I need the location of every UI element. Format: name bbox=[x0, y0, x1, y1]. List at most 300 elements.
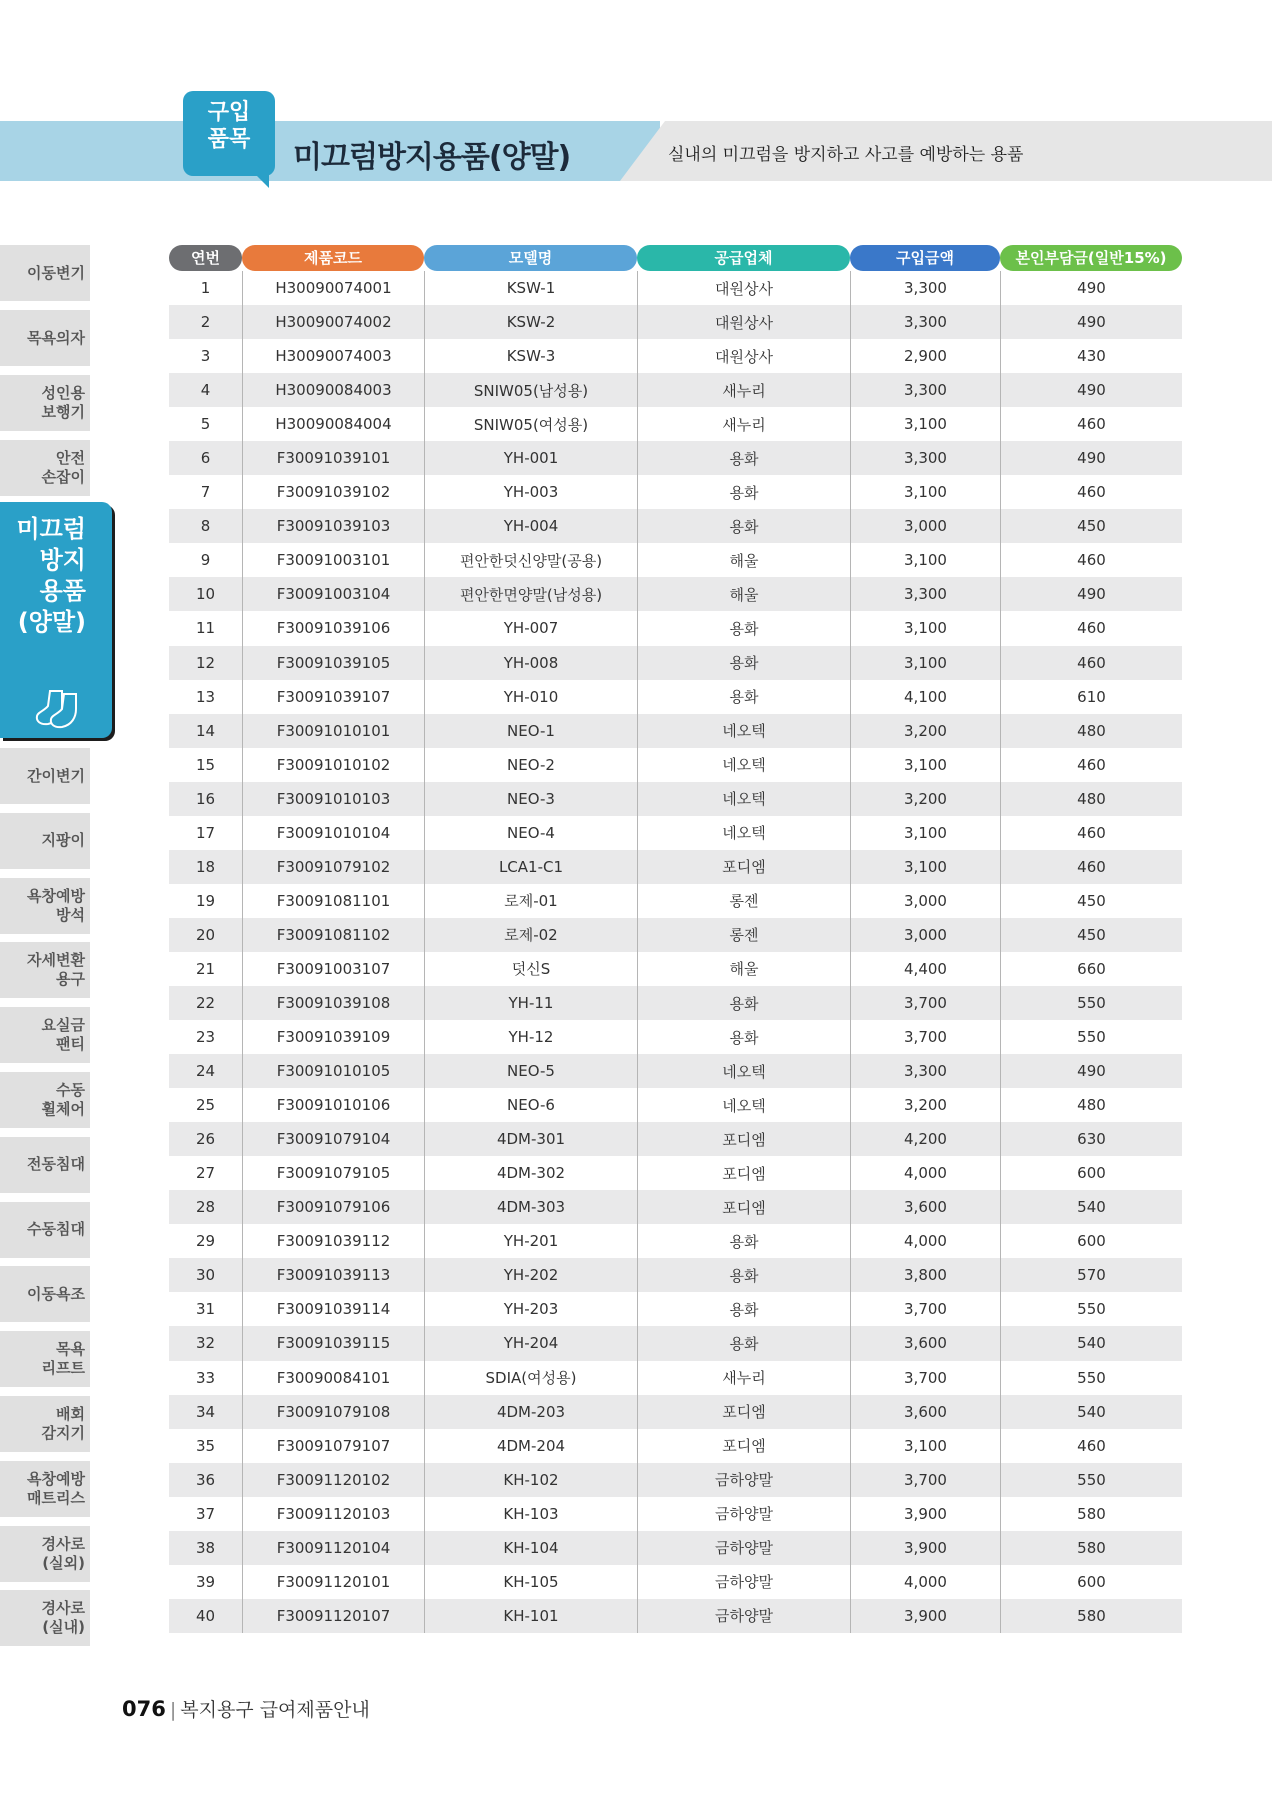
table-cell: 19 bbox=[195, 891, 216, 910]
sidebar-item-label: 보행기 bbox=[41, 403, 85, 421]
table-row bbox=[169, 952, 1182, 986]
table-cell: F30091081102 bbox=[242, 918, 424, 952]
table-cell: 용화 bbox=[637, 475, 850, 509]
table-cell: 포디엠 bbox=[637, 1190, 850, 1224]
table-cell: 3,800 bbox=[850, 1258, 1000, 1292]
table-cell: 40 bbox=[195, 1606, 216, 1625]
table-cell: 490 bbox=[1000, 271, 1182, 305]
table-cell: 460 bbox=[1000, 1429, 1182, 1463]
table-cell: 550 bbox=[1000, 1463, 1182, 1497]
table-cell: 28 bbox=[195, 1198, 216, 1217]
table-cell: F30091010105 bbox=[242, 1054, 424, 1088]
sidebar-item[interactable] bbox=[0, 942, 90, 998]
table-cell: 3,100 bbox=[850, 611, 1000, 645]
table-cell: 3,100 bbox=[850, 407, 1000, 441]
table-row bbox=[169, 986, 1182, 1020]
table-cell: 네오텍 bbox=[637, 1088, 850, 1122]
table-cell: 33 bbox=[195, 1368, 216, 1387]
table-cell: F30091120103 bbox=[242, 1497, 424, 1531]
page-footer bbox=[122, 1695, 370, 1722]
table-row bbox=[169, 1054, 1182, 1088]
table-row bbox=[169, 339, 1182, 373]
table-cell: 포디엠 bbox=[637, 850, 850, 884]
table-cell: 용화 bbox=[637, 1292, 850, 1326]
table-row bbox=[169, 1088, 1182, 1122]
sidebar-item[interactable] bbox=[0, 1396, 90, 1452]
table-cell: F30091079105 bbox=[242, 1156, 424, 1190]
table-cell: LCA1-C1 bbox=[424, 850, 637, 884]
table-cell: 26 bbox=[195, 1130, 216, 1149]
table-body bbox=[169, 271, 1182, 1633]
table-cell: 29 bbox=[195, 1232, 216, 1251]
table-cell: 23 bbox=[195, 1028, 216, 1047]
footer-separator: | bbox=[169, 1699, 177, 1721]
table-cell: 3,700 bbox=[850, 1020, 1000, 1054]
sidebar-item-label: 휠체어 bbox=[41, 1100, 85, 1118]
table-row bbox=[169, 543, 1182, 577]
table-cell: 3,100 bbox=[850, 850, 1000, 884]
table-row bbox=[169, 373, 1182, 407]
sidebar-item-label: 손잡이 bbox=[41, 468, 85, 486]
table-cell: F30091010101 bbox=[242, 714, 424, 748]
table-cell: 5 bbox=[200, 415, 211, 434]
table-row bbox=[169, 1565, 1182, 1599]
table-cell: 15 bbox=[195, 755, 216, 774]
table-cell: 450 bbox=[1000, 884, 1182, 918]
table-cell: 550 bbox=[1000, 1292, 1182, 1326]
table-cell: 610 bbox=[1000, 680, 1182, 714]
sidebar-active-line-3: 용품 bbox=[39, 577, 86, 605]
table-row bbox=[169, 1497, 1182, 1531]
table-cell: 롱젠 bbox=[637, 884, 850, 918]
table-cell: 용화 bbox=[637, 986, 850, 1020]
sidebar-item-label: 팬티 bbox=[56, 1035, 85, 1054]
table-cell: 490 bbox=[1000, 441, 1182, 475]
table-cell: 네오텍 bbox=[637, 714, 850, 748]
table-cell: 490 bbox=[1000, 577, 1182, 611]
sidebar-item-label: 안전 bbox=[56, 449, 85, 467]
table-cell: 금하양말 bbox=[637, 1463, 850, 1497]
table-cell: 490 bbox=[1000, 373, 1182, 407]
table-cell: 460 bbox=[1000, 475, 1182, 509]
table-cell: 3,600 bbox=[850, 1395, 1000, 1429]
table-row bbox=[169, 714, 1182, 748]
table-cell: 22 bbox=[195, 994, 216, 1012]
sidebar-item-label: 목욕의자 bbox=[27, 328, 85, 347]
table-cell: 32 bbox=[195, 1334, 216, 1353]
sidebar-item-label: 수동침대 bbox=[27, 1220, 85, 1239]
column-header: 본인부담금(일반15%) bbox=[1000, 245, 1182, 271]
sidebar-item[interactable] bbox=[0, 748, 90, 804]
table-cell: 용화 bbox=[637, 611, 850, 645]
table-cell: 3,000 bbox=[850, 884, 1000, 918]
table-cell: 3,000 bbox=[850, 509, 1000, 543]
table-cell: F30091079107 bbox=[242, 1429, 424, 1463]
sidebar-item[interactable] bbox=[0, 878, 90, 934]
table-cell: F30091003107 bbox=[242, 952, 424, 986]
table-cell: 27 bbox=[195, 1164, 216, 1183]
table-cell: 금하양말 bbox=[637, 1565, 850, 1599]
table-cell: 4DM-302 bbox=[424, 1156, 637, 1190]
table-row bbox=[169, 1429, 1182, 1463]
table-cell: 490 bbox=[1000, 305, 1182, 339]
table-cell: 네오텍 bbox=[637, 748, 850, 782]
table-cell: 4 bbox=[200, 381, 211, 400]
table-cell: F30091039107 bbox=[242, 680, 424, 714]
table-cell: 25 bbox=[195, 1096, 216, 1115]
sidebar-item[interactable] bbox=[0, 1007, 90, 1063]
table-cell: 3,700 bbox=[850, 1292, 1000, 1326]
table-cell: 36 bbox=[195, 1470, 216, 1489]
category-badge bbox=[183, 91, 275, 176]
sidebar-item[interactable] bbox=[0, 1072, 90, 1128]
table-cell: NEO-6 bbox=[424, 1088, 637, 1122]
table-row bbox=[169, 884, 1182, 918]
table-cell: 460 bbox=[1000, 748, 1182, 782]
table-cell: 금하양말 bbox=[637, 1497, 850, 1531]
sidebar-item-label: 자세변환 bbox=[27, 951, 85, 970]
table-cell: 포디엠 bbox=[637, 1395, 850, 1429]
table-cell: 6 bbox=[200, 449, 211, 468]
table-cell: 7 bbox=[200, 483, 211, 502]
sidebar-item-label: 매트리스 bbox=[27, 1488, 85, 1507]
column-header: 공급업체 bbox=[637, 245, 850, 271]
table-cell: 540 bbox=[1000, 1326, 1182, 1360]
table-cell: F30091039106 bbox=[242, 611, 424, 645]
table-row bbox=[169, 816, 1182, 850]
sidebar-item[interactable] bbox=[0, 375, 90, 431]
table-cell: 540 bbox=[1000, 1190, 1182, 1224]
table-cell: 21 bbox=[195, 959, 216, 978]
table-cell: 4,200 bbox=[850, 1122, 1000, 1156]
table-cell: 460 bbox=[1000, 611, 1182, 645]
table-cell: H30090074003 bbox=[242, 339, 424, 373]
table-row bbox=[169, 407, 1182, 441]
table-cell: 16 bbox=[195, 789, 216, 808]
sidebar-active-line-4: (양말) bbox=[17, 608, 86, 636]
table-cell: F30091079104 bbox=[242, 1122, 424, 1156]
table-cell: 3,100 bbox=[850, 475, 1000, 509]
table-cell: NEO-5 bbox=[424, 1054, 637, 1088]
badge-line-1: 구입 bbox=[207, 100, 251, 125]
column-header: 구입금액 bbox=[850, 245, 1000, 271]
table-cell: 580 bbox=[1000, 1531, 1182, 1565]
sidebar-item-label: 이동욕조 bbox=[27, 1284, 85, 1303]
table-cell: 포디엠 bbox=[637, 1122, 850, 1156]
table-cell: H30090074001 bbox=[242, 271, 424, 305]
sidebar-item-label: 목욕 bbox=[56, 1340, 85, 1359]
sidebar-item[interactable] bbox=[0, 1590, 90, 1646]
table-row bbox=[169, 1224, 1182, 1258]
table-cell: 4DM-303 bbox=[424, 1190, 637, 1224]
sidebar-item-label: 요실금 bbox=[41, 1016, 85, 1035]
table-cell: F30091079106 bbox=[242, 1190, 424, 1224]
table-cell: NEO-2 bbox=[424, 748, 637, 782]
sidebar-item-label: 방석 bbox=[56, 905, 85, 924]
table-cell: KH-103 bbox=[424, 1497, 637, 1531]
table-row bbox=[169, 782, 1182, 816]
table-cell: 용화 bbox=[637, 509, 850, 543]
table-cell: 포디엠 bbox=[637, 1429, 850, 1463]
table-cell: 38 bbox=[195, 1538, 216, 1557]
sidebar-item[interactable] bbox=[0, 1331, 90, 1387]
table-row bbox=[169, 271, 1182, 305]
table-cell: 570 bbox=[1000, 1258, 1182, 1292]
footer-label: 복지용구 급여제품안내 bbox=[180, 1699, 370, 1721]
sidebar-item-label: 전동침대 bbox=[27, 1155, 85, 1174]
page-title: 미끄럼방지용품(양말) bbox=[293, 140, 571, 175]
table-cell: 37 bbox=[195, 1504, 216, 1523]
table-cell: 4DM-204 bbox=[424, 1429, 637, 1463]
table-cell: 새누리 bbox=[637, 373, 850, 407]
table-cell: KH-104 bbox=[424, 1531, 637, 1565]
sidebar-item-label: 경사로 bbox=[41, 1534, 85, 1553]
table-cell: 네오텍 bbox=[637, 1054, 850, 1088]
table-cell: F30091010102 bbox=[242, 748, 424, 782]
table-cell: 4DM-203 bbox=[424, 1395, 637, 1429]
table-cell: 3,200 bbox=[850, 714, 1000, 748]
table-cell: YH-003 bbox=[424, 475, 637, 509]
table-header bbox=[169, 245, 1182, 271]
table-cell: F30090084101 bbox=[242, 1361, 424, 1395]
sidebar-item-active[interactable] bbox=[0, 502, 114, 740]
table-cell: 3,300 bbox=[850, 1054, 1000, 1088]
table-row bbox=[169, 1156, 1182, 1190]
table-cell: 18 bbox=[195, 857, 216, 876]
table-cell: 11 bbox=[195, 619, 216, 638]
table-cell: 금하양말 bbox=[637, 1599, 850, 1633]
table-cell: F30091010103 bbox=[242, 782, 424, 816]
table-cell: 14 bbox=[195, 721, 216, 740]
table-cell: 3,700 bbox=[850, 1361, 1000, 1395]
table-cell: 3,100 bbox=[850, 646, 1000, 680]
table-row bbox=[169, 1258, 1182, 1292]
sidebar-item[interactable] bbox=[0, 1266, 90, 1322]
sidebar-item-label: (실내) bbox=[42, 1618, 85, 1637]
table-row bbox=[169, 1463, 1182, 1497]
table-cell: 용화 bbox=[637, 1326, 850, 1360]
table-cell: 해울 bbox=[637, 577, 850, 611]
table-cell: KH-101 bbox=[424, 1599, 637, 1633]
table-cell: 금하양말 bbox=[637, 1531, 850, 1565]
table-row bbox=[169, 475, 1182, 509]
table-cell: 네오텍 bbox=[637, 816, 850, 850]
table-cell: 460 bbox=[1000, 850, 1182, 884]
table-cell: 30 bbox=[195, 1266, 216, 1285]
table-cell: 4,000 bbox=[850, 1156, 1000, 1190]
table-cell: F30091039112 bbox=[242, 1224, 424, 1258]
table-cell: 대원상사 bbox=[637, 305, 850, 339]
table-cell: 4,400 bbox=[850, 952, 1000, 986]
table-cell: F30091081101 bbox=[242, 884, 424, 918]
sidebar-item[interactable] bbox=[0, 1137, 90, 1193]
table-cell: 3,300 bbox=[850, 441, 1000, 475]
table-cell: 20 bbox=[195, 925, 216, 944]
table-cell: 대원상사 bbox=[637, 271, 850, 305]
table-cell: KH-105 bbox=[424, 1565, 637, 1599]
table-cell: 31 bbox=[195, 1300, 216, 1319]
table-cell: 4DM-301 bbox=[424, 1122, 637, 1156]
table-cell: 새누리 bbox=[637, 407, 850, 441]
table-cell: 롱젠 bbox=[637, 918, 850, 952]
table-cell: 3,100 bbox=[850, 543, 1000, 577]
sidebar-item[interactable] bbox=[0, 310, 90, 366]
table-row bbox=[169, 577, 1182, 611]
table-cell: 포디엠 bbox=[637, 1156, 850, 1190]
table-cell: 9 bbox=[200, 551, 211, 570]
table-cell: 해울 bbox=[637, 543, 850, 577]
table-cell: 3,600 bbox=[850, 1190, 1000, 1224]
table-cell: 네오텍 bbox=[637, 782, 850, 816]
table-cell: 2,900 bbox=[850, 339, 1000, 373]
table-cell: 편안한면양말(남성용) bbox=[424, 577, 637, 611]
table-cell: 덧신S bbox=[424, 952, 637, 986]
table-cell: F30091039109 bbox=[242, 1020, 424, 1054]
table-cell: H30090074002 bbox=[242, 305, 424, 339]
table-row bbox=[169, 1599, 1182, 1633]
table-cell: SDIA(여성용) bbox=[424, 1361, 637, 1395]
sidebar-item-label: 성인용 bbox=[41, 384, 85, 402]
table-cell: YH-204 bbox=[424, 1326, 637, 1360]
table-cell: 로제-01 bbox=[424, 884, 637, 918]
sidebar-item[interactable] bbox=[0, 813, 90, 869]
table-cell: 2 bbox=[200, 313, 211, 332]
table-cell: 용화 bbox=[637, 1258, 850, 1292]
table-cell: 3,200 bbox=[850, 782, 1000, 816]
table-cell: 대원상사 bbox=[637, 339, 850, 373]
table-row bbox=[169, 1190, 1182, 1224]
table-cell: 용화 bbox=[637, 646, 850, 680]
table-cell: 용화 bbox=[637, 1224, 850, 1258]
table-cell: 460 bbox=[1000, 816, 1182, 850]
table-row bbox=[169, 1361, 1182, 1395]
table-cell: F30091120101 bbox=[242, 1565, 424, 1599]
sidebar-active-line-1: 미끄럼 bbox=[16, 515, 86, 543]
table-cell: 550 bbox=[1000, 1361, 1182, 1395]
table-cell: KH-102 bbox=[424, 1463, 637, 1497]
table-cell: KSW-2 bbox=[424, 305, 637, 339]
table-cell: NEO-1 bbox=[424, 714, 637, 748]
table-cell: H30090084004 bbox=[242, 407, 424, 441]
table-cell: 480 bbox=[1000, 714, 1182, 748]
table-cell: 3,900 bbox=[850, 1599, 1000, 1633]
table-cell: 4,100 bbox=[850, 680, 1000, 714]
table-cell: F30091039108 bbox=[242, 986, 424, 1020]
table-cell: F30091079108 bbox=[242, 1395, 424, 1429]
table-cell: 3,300 bbox=[850, 577, 1000, 611]
table-row bbox=[169, 611, 1182, 645]
table-cell: 600 bbox=[1000, 1156, 1182, 1190]
table-cell: SNIW05(남성용) bbox=[424, 373, 637, 407]
table-cell: F30091039103 bbox=[242, 509, 424, 543]
table-cell: YH-004 bbox=[424, 509, 637, 543]
table-cell: 3,300 bbox=[850, 271, 1000, 305]
table-cell: YH-010 bbox=[424, 680, 637, 714]
sidebar-item-label: 욕창예방 bbox=[27, 886, 85, 905]
table-cell: 34 bbox=[195, 1402, 216, 1421]
table-cell: F30091120102 bbox=[242, 1463, 424, 1497]
table-cell: 해울 bbox=[637, 952, 850, 986]
table-cell: YH-11 bbox=[424, 986, 637, 1020]
table-cell: 550 bbox=[1000, 1020, 1182, 1054]
table-cell: 13 bbox=[195, 687, 216, 706]
table-cell: 660 bbox=[1000, 952, 1182, 986]
table-cell: 39 bbox=[195, 1572, 216, 1591]
table-cell: 3,000 bbox=[850, 918, 1000, 952]
table-cell: 12 bbox=[195, 653, 216, 672]
table-cell: 3,900 bbox=[850, 1497, 1000, 1531]
table-cell: 3,700 bbox=[850, 986, 1000, 1020]
sidebar-item-label: (실외) bbox=[42, 1553, 85, 1572]
table-row bbox=[169, 918, 1182, 952]
page-description: 실내의 미끄럼을 방지하고 사고를 예방하는 용품 bbox=[668, 145, 1024, 165]
table-cell: 580 bbox=[1000, 1497, 1182, 1531]
table-cell: 4,000 bbox=[850, 1224, 1000, 1258]
table-row bbox=[169, 1292, 1182, 1326]
column-header: 제품코드 bbox=[242, 245, 424, 271]
sidebar-item-label: 감지기 bbox=[41, 1424, 85, 1442]
table-cell: 460 bbox=[1000, 543, 1182, 577]
table-cell: 35 bbox=[195, 1436, 216, 1455]
table-cell: 로제-02 bbox=[424, 918, 637, 952]
table-cell: F30091039113 bbox=[242, 1258, 424, 1292]
table-cell: 460 bbox=[1000, 407, 1182, 441]
table-cell: 8 bbox=[200, 517, 211, 536]
table-cell: 용화 bbox=[637, 680, 850, 714]
table-cell: F30091039105 bbox=[242, 646, 424, 680]
table-row bbox=[169, 441, 1182, 475]
table-cell: 3,600 bbox=[850, 1326, 1000, 1360]
sidebar-item-label: 리프트 bbox=[41, 1359, 85, 1378]
sidebar-item-label: 경사로 bbox=[41, 1599, 85, 1618]
table-cell: 새누리 bbox=[637, 1361, 850, 1395]
sidebar-item[interactable] bbox=[0, 1526, 90, 1582]
table-row bbox=[169, 1326, 1182, 1360]
table-cell: F30091079102 bbox=[242, 850, 424, 884]
table-cell: 430 bbox=[1000, 339, 1182, 373]
table-row bbox=[169, 305, 1182, 339]
table-cell: 3,200 bbox=[850, 1088, 1000, 1122]
table-cell: F30091010104 bbox=[242, 816, 424, 850]
sidebar-item[interactable] bbox=[0, 245, 90, 301]
column-header: 연번 bbox=[169, 245, 242, 271]
table-cell: F30091003104 bbox=[242, 577, 424, 611]
table-cell: YH-201 bbox=[424, 1224, 637, 1258]
product-table bbox=[169, 245, 1182, 1633]
table-cell: SNIW05(여성용) bbox=[424, 407, 637, 441]
table-cell: YH-202 bbox=[424, 1258, 637, 1292]
table-cell: YH-12 bbox=[424, 1020, 637, 1054]
table-row bbox=[169, 850, 1182, 884]
table-cell: 490 bbox=[1000, 1054, 1182, 1088]
table-cell: 1 bbox=[200, 279, 211, 298]
table-cell: 3,900 bbox=[850, 1531, 1000, 1565]
sidebar-item[interactable] bbox=[0, 1461, 90, 1517]
sidebar-item[interactable] bbox=[0, 1202, 90, 1258]
table-cell: YH-008 bbox=[424, 646, 637, 680]
table-row bbox=[169, 646, 1182, 680]
sidebar-item[interactable] bbox=[0, 440, 90, 496]
table-cell: YH-001 bbox=[424, 441, 637, 475]
table-cell: F30091039114 bbox=[242, 1292, 424, 1326]
table-cell: H30090084003 bbox=[242, 373, 424, 407]
table-cell: F30091039115 bbox=[242, 1326, 424, 1360]
table-cell: 용화 bbox=[637, 441, 850, 475]
table-cell: 540 bbox=[1000, 1395, 1182, 1429]
table-cell: F30091039102 bbox=[242, 475, 424, 509]
table-row bbox=[169, 680, 1182, 714]
table-cell: F30091003101 bbox=[242, 543, 424, 577]
